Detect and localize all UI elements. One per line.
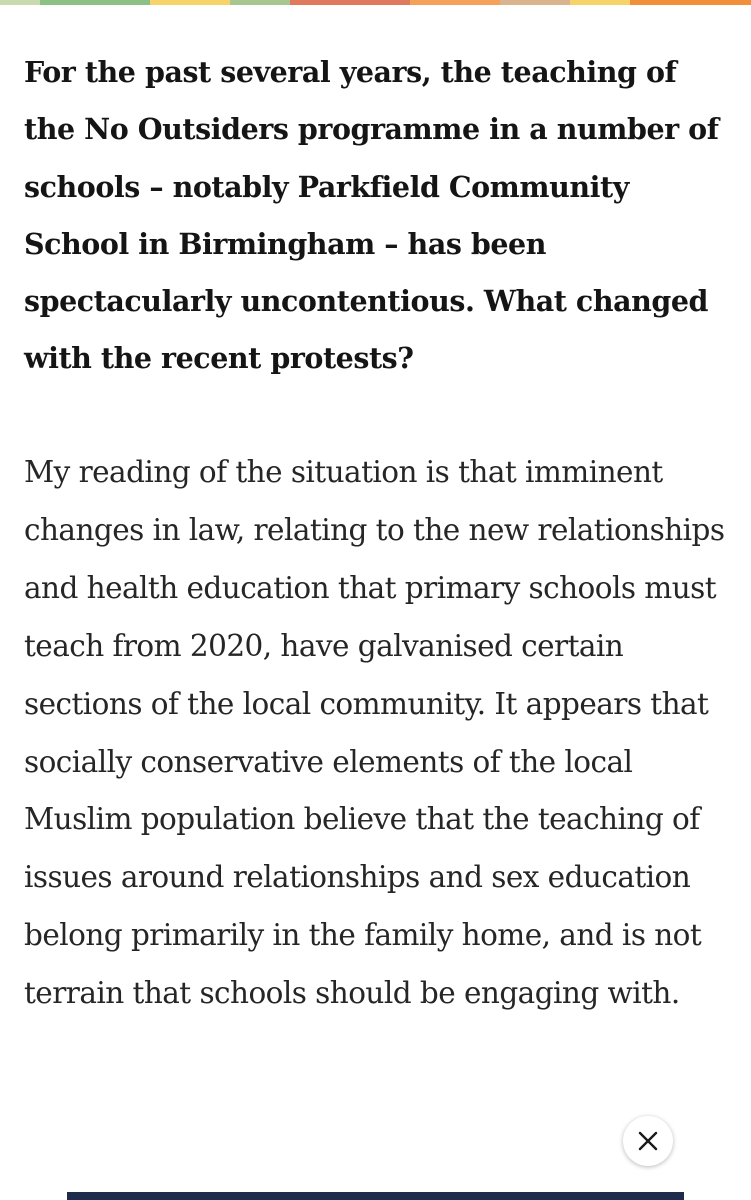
- close-icon: [636, 1129, 660, 1153]
- illustration-segment: [570, 0, 630, 5]
- interview-answer: My reading of the situation is that imminent changes in law, relating to the new relationships and health education that primary schools must teach from 2020, have galvanised certain sections of the local community. It appears that socially conservative elements of the local Muslim population believe that the teaching of issues around relationships and sex education belong primarily in the family home, and is not terrain that schools should be engaging with.: [24, 455, 725, 1011]
- illustration-segment: [290, 0, 410, 5]
- illustration-segment: [0, 0, 40, 5]
- close-button[interactable]: [623, 1116, 673, 1166]
- illustration-segment: [500, 0, 570, 5]
- illustration-segment: [230, 0, 290, 5]
- illustration-segment: [150, 0, 230, 5]
- illustration-segment: [410, 0, 500, 5]
- header-illustration-strip: [0, 0, 751, 5]
- illustration-segment: [630, 0, 751, 5]
- bottom-banner[interactable]: [67, 1192, 684, 1200]
- interview-question: For the past several years, the teaching of the No Outsiders programme in a number of schools – notably Parkfield Community School in Birmingham – has been spectacularly uncontentious. What changed with the recent protests?: [24, 55, 719, 376]
- illustration-segment: [40, 0, 150, 5]
